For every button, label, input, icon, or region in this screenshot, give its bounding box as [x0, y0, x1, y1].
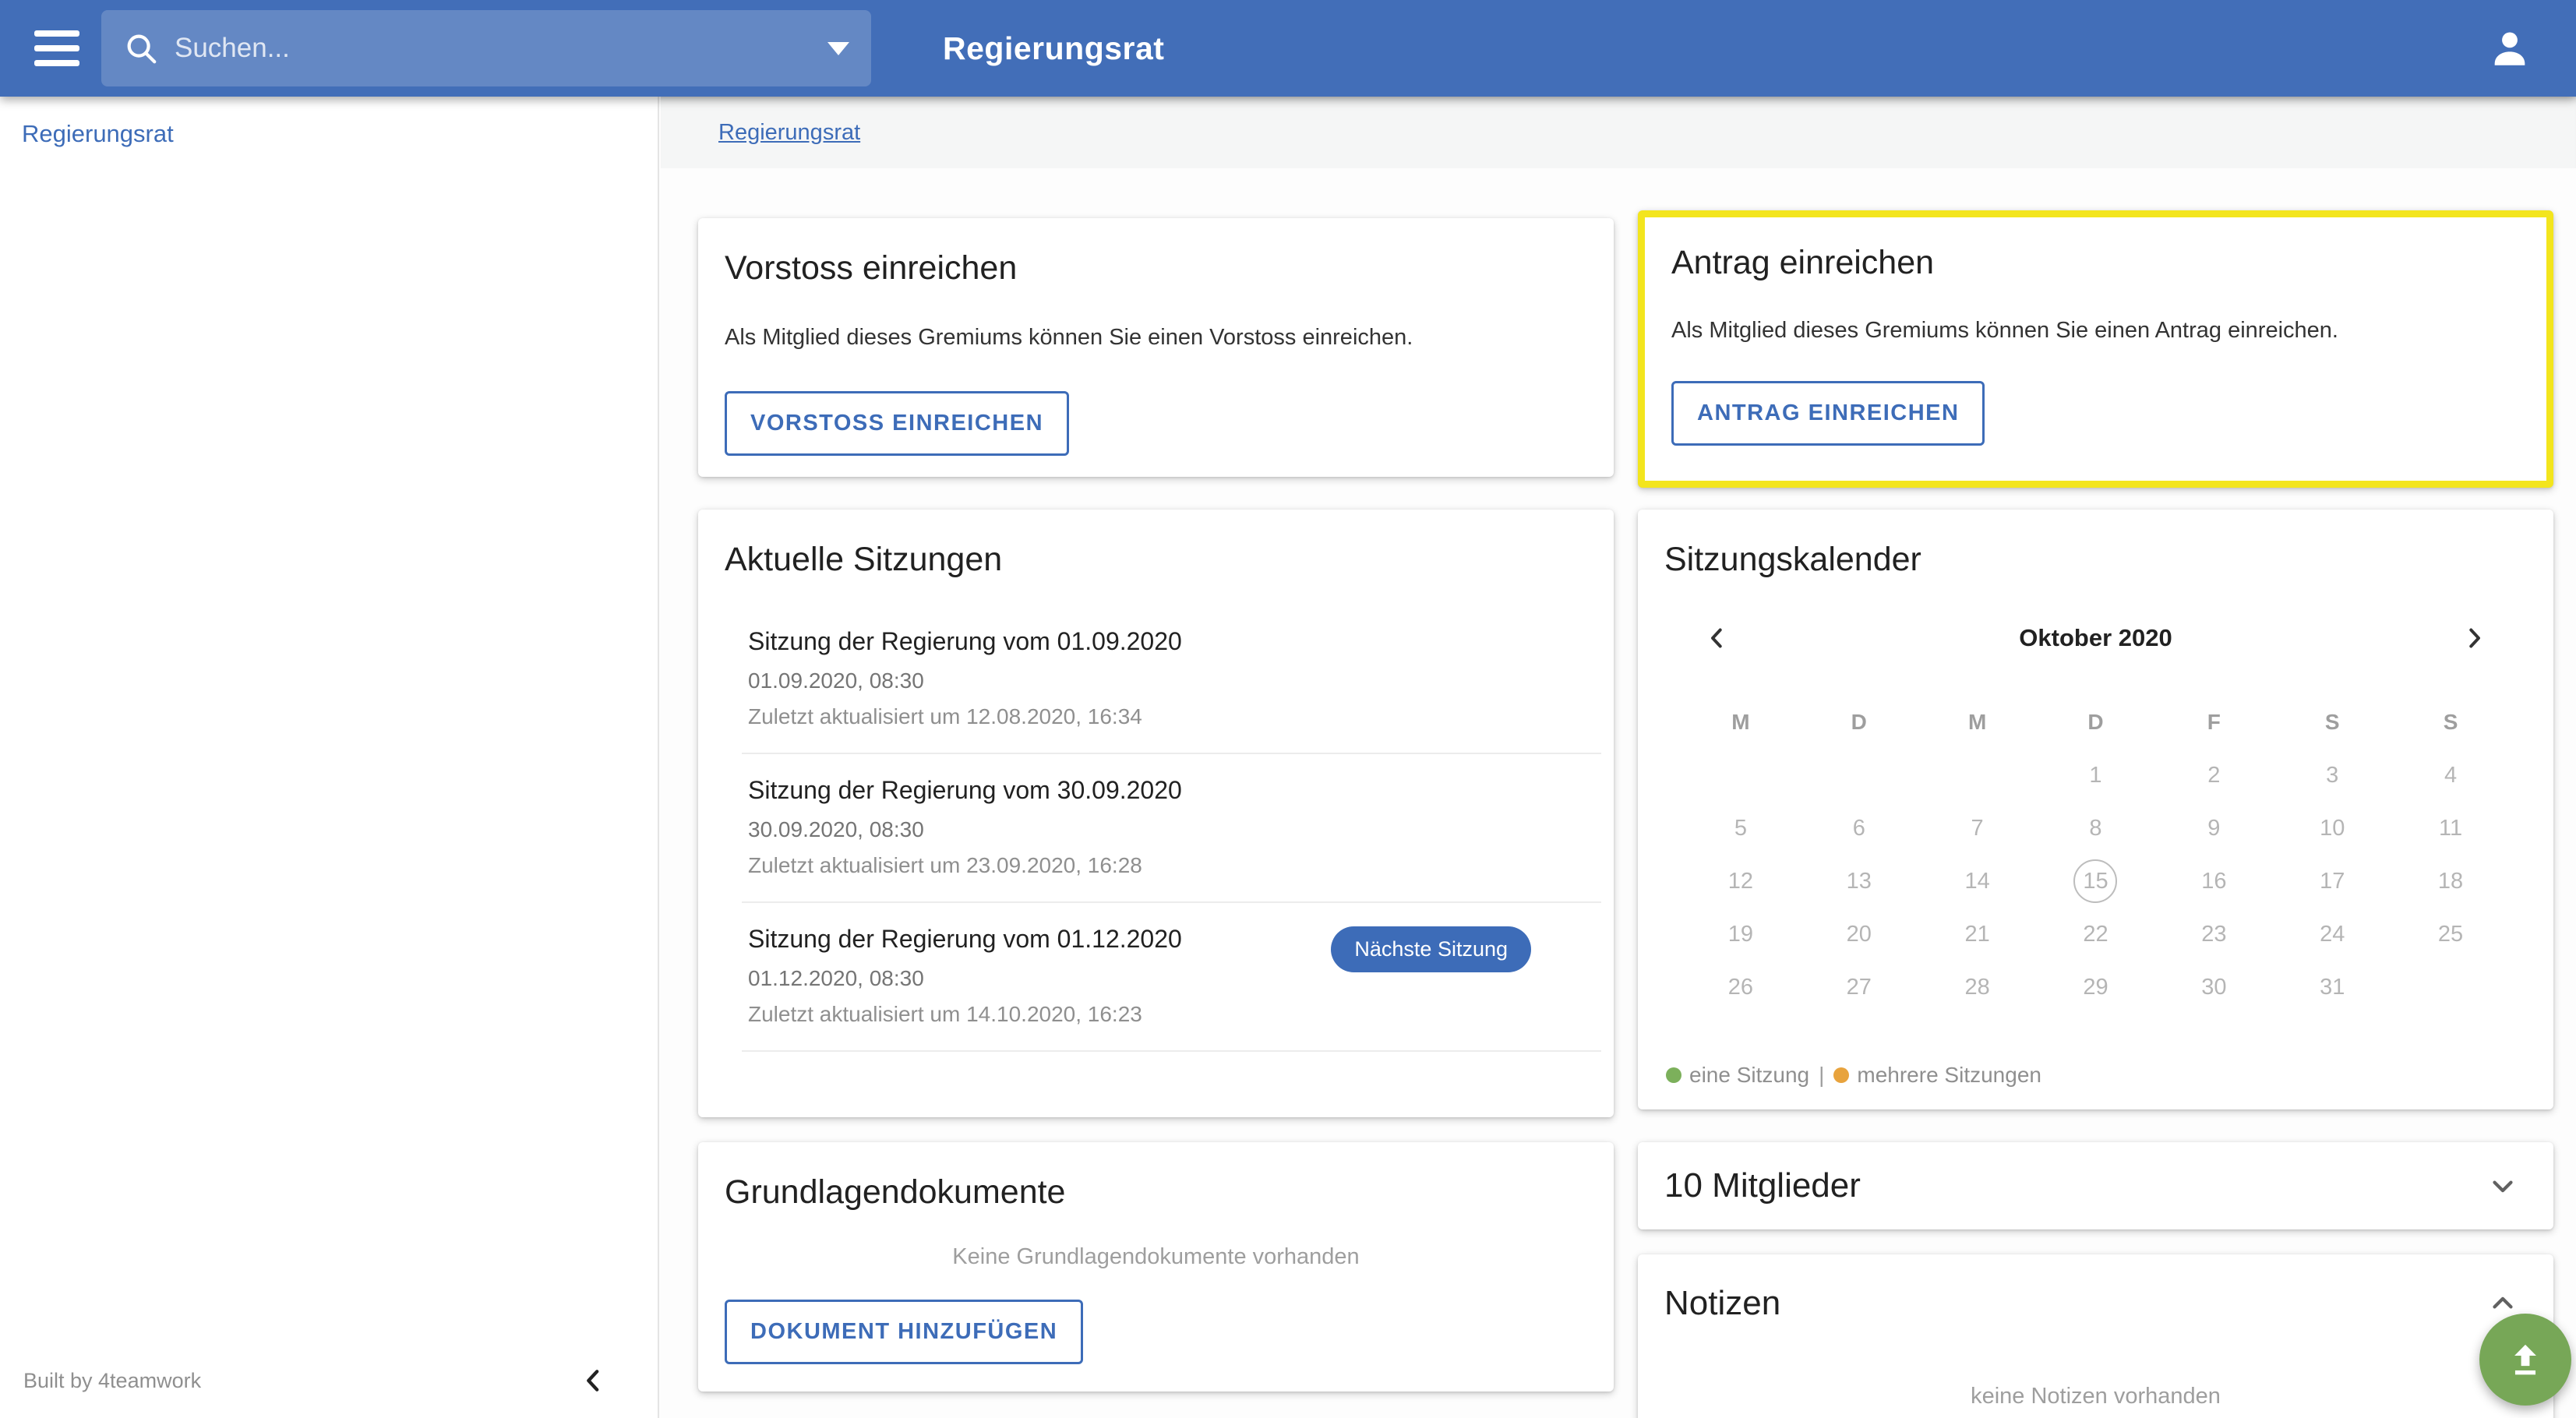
chevron-left-icon	[1703, 624, 1731, 652]
calendar-day-cell	[2037, 855, 2155, 908]
calendar-day-cell	[2037, 961, 2155, 1014]
calendar-weekday-row	[1638, 696, 2553, 749]
calendar-day[interactable]: 16	[2201, 868, 2227, 894]
search-icon	[123, 30, 159, 66]
search-box[interactable]	[101, 10, 871, 86]
calendar-day[interactable]: 11	[2439, 815, 2463, 841]
calendar-day-cell	[2037, 802, 2155, 855]
calendar-legend	[1666, 1063, 2041, 1088]
calendar-day[interactable]: 7	[1971, 815, 1984, 841]
calendar-day-cell	[1918, 749, 2037, 802]
legend-dot-icon	[1833, 1067, 1849, 1083]
calendar-day-cell	[1918, 802, 2037, 855]
calendar-day-cell	[1800, 961, 1918, 1014]
notizen-card-header[interactable]	[1638, 1254, 2553, 1323]
calendar-day[interactable]: 18	[2437, 868, 2464, 894]
sidebar-collapse-button[interactable]	[578, 1365, 609, 1396]
calendar-day-circled[interactable]: 15	[2073, 859, 2117, 903]
calendar-day-cell	[2391, 908, 2510, 961]
sidebar-item-regierungsrat[interactable]: Regierungsrat	[22, 120, 174, 147]
calendar-day-cell	[2154, 749, 2273, 802]
sitzung-text	[748, 925, 1331, 1027]
calendar-weekday-label: F	[2207, 710, 2221, 734]
calendar-weekday-label: M	[1731, 710, 1750, 734]
calendar-day[interactable]: 8	[2089, 815, 2102, 841]
antrag-card-title: Antrag einreichen	[1671, 244, 1935, 281]
grundlagendokumente-card	[698, 1142, 1614, 1392]
calendar-day-cell	[2273, 961, 2391, 1014]
calendar-prev-month-button[interactable]	[1703, 624, 1731, 652]
calendar-day[interactable]: 4	[2444, 762, 2458, 788]
legend-dot-icon	[1666, 1067, 1681, 1083]
sitzung-updated-label: Zuletzt aktualisiert um 23.09.2020, 16:28	[748, 853, 1142, 877]
calendar-grid	[1638, 749, 2553, 1014]
antrag-card-description: Als Mitglied dieses Gremiums können Sie einen Antrag einreichen.	[1671, 318, 2338, 343]
upload-fab-button[interactable]	[2479, 1314, 2571, 1406]
antrag-card-highlighted	[1638, 210, 2553, 488]
calendar-day-cell	[2273, 749, 2391, 802]
calendar-day-cell	[2273, 802, 2391, 855]
sitzung-title[interactable]: Sitzung der Regierung vom 30.09.2020	[748, 776, 1182, 804]
grundlagen-empty-text: Keine Grundlagendokumente vorhanden	[952, 1244, 1360, 1269]
calendar-day[interactable]: 22	[2083, 921, 2108, 947]
calendar-day[interactable]: 6	[1852, 815, 1865, 841]
breadcrumb	[661, 97, 2576, 168]
sitzung-list-item[interactable]	[742, 903, 1601, 1052]
calendar-day-cell	[1681, 749, 1800, 802]
chevron-right-icon	[2460, 624, 2488, 652]
calendar-day-cell	[2273, 908, 2391, 961]
calendar-month-label: Oktober 2020	[2019, 624, 2172, 651]
calendar-day-cell	[1918, 855, 2037, 908]
naechste-sitzung-badge: Nächste Sitzung	[1331, 926, 1531, 972]
calendar-day[interactable]: 20	[1846, 921, 1872, 947]
main-content	[661, 97, 2576, 1418]
calendar-day-cell	[1800, 749, 1918, 802]
dokument-hinzufuegen-button[interactable]: DOKUMENT HINZUFÜGEN	[725, 1300, 1083, 1364]
kalender-card-title: Sitzungskalender	[1664, 541, 1921, 578]
vorstoss-einreichen-button[interactable]: VORSTOSS EINREICHEN	[725, 391, 1069, 456]
calendar-weekday-label: D	[2087, 710, 2104, 734]
search-input[interactable]	[175, 33, 815, 64]
calendar-day-cell	[1681, 908, 1800, 961]
breadcrumb-link-regierungsrat[interactable]: Regierungsrat	[718, 119, 861, 145]
mitglieder-expand-button[interactable]	[2486, 1169, 2519, 1202]
calendar-nav	[1638, 624, 2553, 652]
calendar-weekday-label: S	[2443, 710, 2458, 734]
aktuelle-sitzungen-card	[698, 510, 1614, 1117]
calendar-next-month-button[interactable]	[2460, 624, 2488, 652]
chevron-down-icon	[2486, 1169, 2519, 1202]
legend-separator: |	[1819, 1063, 1825, 1087]
topbar	[0, 0, 2576, 97]
calendar-day-cell	[1918, 908, 2037, 961]
sitzung-title[interactable]: Sitzung der Regierung vom 01.12.2020	[748, 925, 1182, 953]
legend-label: mehrere Sitzungen	[1857, 1063, 2041, 1087]
calendar-day[interactable]: 1	[2089, 762, 2102, 788]
grundlagen-card-title: Grundlagendokumente	[725, 1173, 1066, 1211]
search-dropdown-caret-icon[interactable]	[827, 42, 849, 55]
calendar-day[interactable]: 25	[2437, 921, 2464, 947]
calendar-day-cell	[2391, 961, 2510, 1014]
sidebar-footer	[0, 1343, 658, 1418]
sitzung-list-item[interactable]	[742, 605, 1601, 754]
sidebar	[0, 97, 659, 1418]
notizen-card-title: Notizen	[1664, 1284, 1781, 1322]
calendar-day[interactable]: 13	[1846, 868, 1872, 894]
calendar-day-cell	[1681, 961, 1800, 1014]
sitzung-text	[748, 627, 1578, 729]
calendar-day[interactable]: 2	[2207, 762, 2221, 788]
app-title: Regierungsrat	[943, 30, 1165, 66]
calendar-day-cell	[1800, 908, 1918, 961]
sitzung-datetime: 01.09.2020, 08:30	[748, 668, 924, 693]
calendar-day-cell	[1800, 855, 1918, 908]
sitzung-text	[748, 776, 1578, 878]
calendar-day[interactable]: 12	[1727, 868, 1754, 894]
vorstoss-card	[698, 218, 1614, 477]
sitzung-list	[698, 605, 1614, 1052]
upload-icon	[2504, 1339, 2546, 1381]
sitzung-updated-label: Zuletzt aktualisiert um 14.10.2020, 16:23	[748, 1002, 1142, 1026]
calendar-day-cell	[2154, 908, 2273, 961]
calendar-day-cell	[1681, 855, 1800, 908]
sitzung-list-item[interactable]	[742, 754, 1601, 903]
calendar-day-cell	[1681, 802, 1800, 855]
calendar-day-cell	[2154, 961, 2273, 1014]
sitzung-title[interactable]: Sitzung der Regierung vom 01.09.2020	[748, 627, 1182, 655]
hamburger-menu-icon[interactable]	[34, 30, 79, 66]
calendar-weekday-label: D	[1851, 710, 1867, 734]
built-by-label: Built by 4teamwork	[23, 1368, 202, 1392]
calendar-day[interactable]: 5	[1734, 815, 1747, 841]
calendar-day[interactable]: 17	[2320, 868, 2345, 894]
calendar-day-cell	[2154, 855, 2273, 908]
calendar-day[interactable]: 30	[2201, 974, 2227, 1000]
vorstoss-card-title: Vorstoss einreichen	[725, 249, 1018, 287]
mitglieder-card[interactable]	[1638, 1142, 2553, 1229]
calendar-day[interactable]: 26	[1727, 974, 1754, 1000]
calendar-day[interactable]: 21	[1964, 921, 1990, 947]
calendar-day-cell	[2273, 855, 2391, 908]
calendar-day[interactable]: 24	[2320, 921, 2345, 947]
calendar-day[interactable]: 23	[2201, 921, 2227, 947]
calendar-weekday-label: S	[2324, 710, 2340, 734]
calendar-day-cell	[2037, 749, 2155, 802]
calendar-day-cell	[2391, 855, 2510, 908]
calendar-day[interactable]: 19	[1727, 921, 1754, 947]
sitzung-updated-label: Zuletzt aktualisiert um 12.08.2020, 16:34	[748, 704, 1142, 728]
calendar-day[interactable]: 14	[1964, 868, 1990, 894]
calendar-day[interactable]: 10	[2320, 815, 2345, 841]
vorstoss-card-description: Als Mitglied dieses Gremiums können Sie einen Vorstoss einreichen.	[725, 325, 1413, 350]
calendar-day[interactable]: 27	[1846, 974, 1872, 1000]
calendar-day-cell	[2391, 749, 2510, 802]
notizen-empty-text: keine Notizen vorhanden	[1971, 1384, 2221, 1409]
notizen-card	[1638, 1254, 2553, 1418]
calendar-weekday-label: M	[1967, 710, 1987, 734]
calendar-day-cell	[1918, 961, 2037, 1014]
calendar-day[interactable]: 3	[2326, 762, 2339, 788]
sitzung-datetime: 01.12.2020, 08:30	[748, 966, 924, 990]
calendar-day-cell	[2391, 802, 2510, 855]
mitglieder-card-title: 10 Mitglieder	[1664, 1166, 1861, 1205]
user-account-icon[interactable]	[2487, 26, 2532, 71]
legend-label: eine Sitzung	[1689, 1063, 1810, 1087]
sitzungen-card-title: Aktuelle Sitzungen	[725, 541, 1003, 578]
chevron-left-icon	[578, 1365, 609, 1396]
sitzung-datetime: 30.09.2020, 08:30	[748, 817, 924, 841]
calendar-day[interactable]: 9	[2207, 815, 2221, 841]
calendar-day[interactable]: 29	[2083, 974, 2108, 1000]
calendar-day-cell	[1800, 802, 1918, 855]
calendar-day-cell	[2154, 802, 2273, 855]
antrag-einreichen-button[interactable]: ANTRAG EINREICHEN	[1671, 381, 1985, 446]
calendar-day[interactable]: 28	[1964, 974, 1990, 1000]
sitzungskalender-card	[1638, 510, 2553, 1109]
calendar-day[interactable]: 31	[2320, 974, 2345, 1000]
calendar-day-cell	[2037, 908, 2155, 961]
